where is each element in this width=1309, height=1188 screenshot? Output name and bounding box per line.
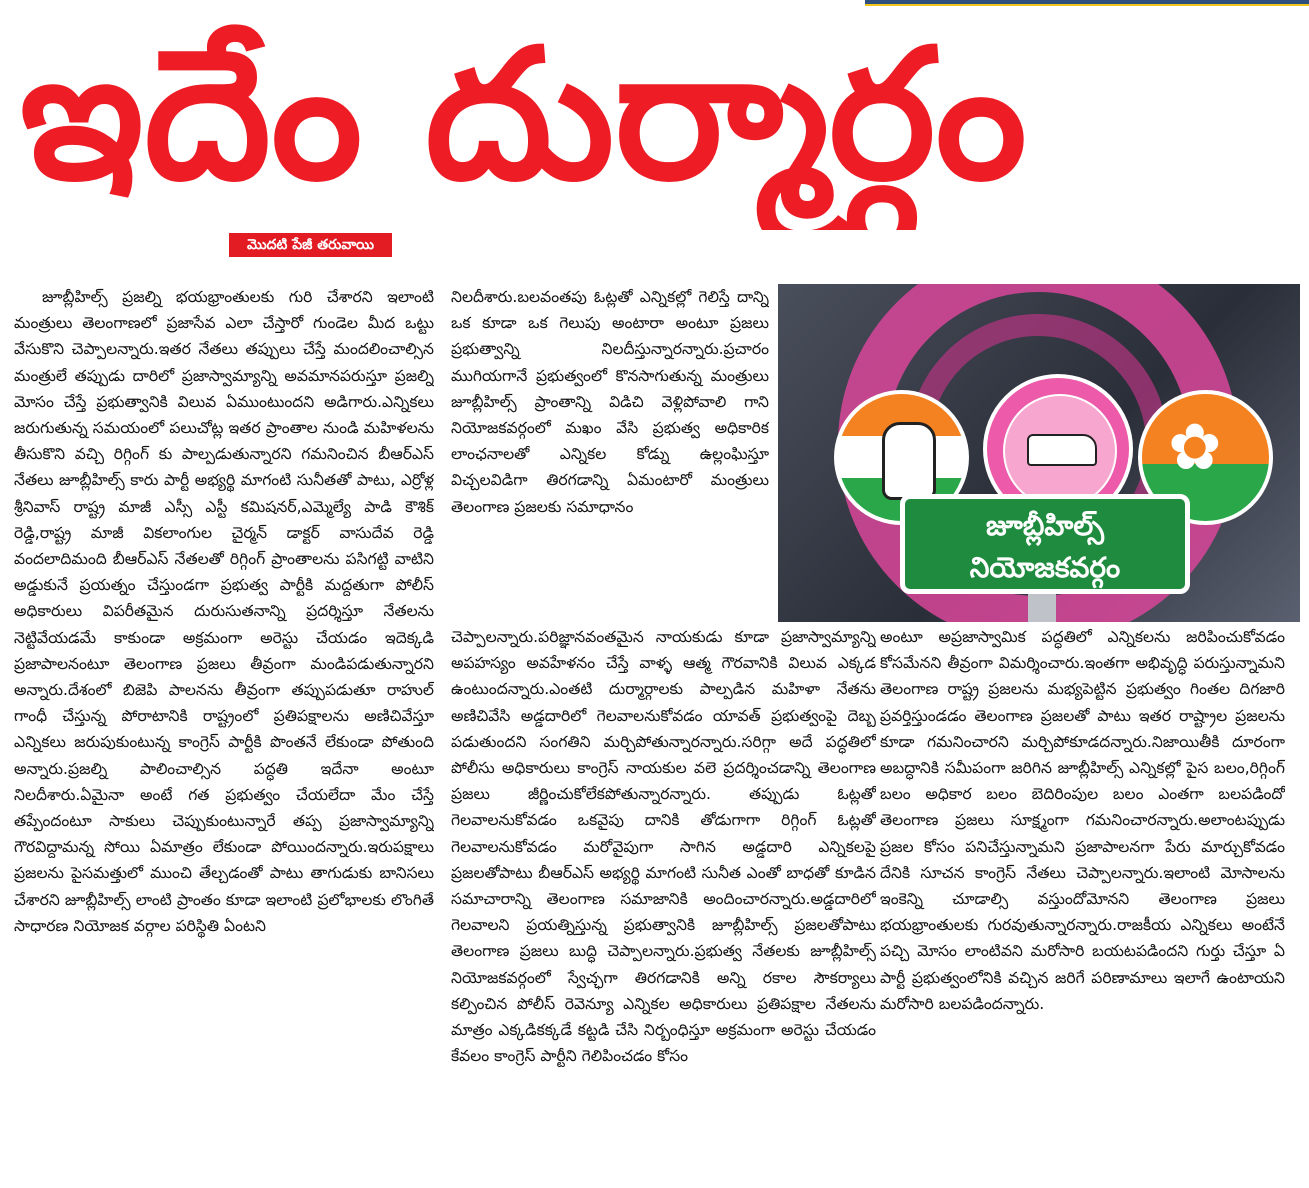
hand-icon [882, 422, 936, 500]
headline: ఇదేం దుర్మార్గం [20, 11, 1027, 220]
sign-pole [1028, 594, 1056, 622]
top-color-rule [865, 0, 1309, 4]
sign-line-1: జూబ్లీహిల్స్ [986, 509, 1104, 542]
article-column-2-top [451, 284, 769, 620]
constituency-sign [900, 494, 1190, 594]
sign-line-2: నియోజకవర్గం [969, 551, 1121, 584]
lotus-icon: ✿ [1168, 411, 1222, 485]
election-photo [778, 284, 1300, 622]
article-paragraph-3: చెప్పాలన్నారు.పరిజ్ఞానవంతమైన నాయకుడు కూడా ప్రజాస్వామ్యాన్ని అపహస్యం అవహేళనం చేస్తే వాళ్ళ ఆత్మ గౌరవానికి విలువ ఎక్కడ ఉంటుందన్నారు.ఎంతటి దుర్మార్గాలకు పాల్పడిన మహిళా నేతను అణిచివేసి అడ్డదారిలో గెలవాలనుకోవడం యావత్ ప్రభుత్వంపై దెబ్బ పడుతుందని సంగతిని మర్చిపోతున్నారన్నారు.సరిగ్గా అదే పద్ధతిలో పోలీసు అధికారులు కాంగ్రెస్ నాయకుల వలె ప్రదర్శించడాన్ని తెలంగాణ ప్రజలు జీర్ణించుకోలేకపోతున్నారన్నారు. తప్పుడు ఓట్లతో గెలవాలనుకోవడం ఒకవైపు దానికి తోడుగాగా రిగ్గింగ్ ఓట్లతో గెలవాలనుకోవడం మరోవైపుగా సాగిన అడ్డదారి ఎన్నికలపై ప్రజలతోపాటు బీఆర్ఎస్ అభ్యర్థి మాగంటి సునీత ఎంతో బాధతో కూడిన సమాచారాన్ని తెలంగాణ సమాజానికి అందించారన్నారు.అడ్డదారిలో గెలవాలని ప్రయత్నిస్తున్న ప్రభుత్వానికి జూబ్లీహిల్స్ ప్రజలతోపాటు తెలంగాణ ప్రజలు బుద్ధి చెప్పాలన్నారు.ప్రభుత్వ నేతలకు జూబ్లీహిల్స్ నియోజకవర్గంలో స్వేచ్ఛగా తిరగడానికి అన్ని రకాల సౌకర్యాలు కల్పించిన పోలీస్ రెవెన్యూ ఎన్నికల అధికారులు ప్రతిపక్షాల నేతలను మాత్రం ఎక్కడికక్కడే కట్టడి చేసి నిర్బంధిస్తూ అక్రమంగా అరెస్టు చేయడం కేవలం కాంగ్రెస్ పార్టీని గెలిపించడం కోసం [451, 628, 876, 1066]
article-paragraph-1: జూబ్లీహిల్స్ ప్రజల్ని భయభ్రాంతులకు గురి చేశారని ఇలాంటి మంత్రులు తెలంగాణలో ప్రజాసేవ ఎలా చేస్తారో గుండెల మీద ఒట్టు వేసుకొని చెప్పాలన్నారు.ఇతర నేతలు తప్పులు చేస్తే మందలించాల్సిన మంత్రులే తప్పుడు దారిలో ప్రజాస్వామ్యాన్ని అవమానపరుస్తూ ప్రజల్ని మోసం చేస్తే ప్రభుత్వానికి విలువ ఏముంటుందని అడిగారు.ఎన్నికలు జరుగుతున్న సమయంలో పలుచోట్ల ఇతర ప్రాంతాల నుండి మహిళలను తీసుకొని వచ్చి రిగ్గింగ్ కు పాల్పడుతున్నారని గమనించిన బీఆర్ఎస్ నేతలు జూబ్లీహిల్స్ కారు పార్టీ అభ్యర్థి మాగంటి సునీతతో పాటు, ఎర్రోళ్ల శ్రీనివాస్ రాష్ట్ర మాజీ ఎస్సీ ఎస్టీ కమిషనర్,ఎమ్మెల్యే పాడి కౌశిక్ రెడ్డి,రాష్ట్ర మాజీ వికలాంగుల చైర్మన్ డాక్టర్ వాసుదేవ రెడ్డి వందలాదిమంది బీఆర్ఎస్ నేతలతో రిగ్గింగ్ ప్రాంతాలను పసిగట్టి వాటిని అడ్డుకునే ప్రయత్నం చేస్తుండగా ప్రభుత్వ పార్టీకి మద్దతుగా పోలీస్ అధికారులు విపరీతమైన దురుసుతనాన్ని ప్రదర్శిస్తూ నేతలను నెట్టివేయడమే కాకుండా అక్రమంగా అరెస్టు చేయడం ఇదెక్కడి ప్రజాపాలనంటూ తెలంగాణ ప్రజలు తీవ్రంగా మండిపడుతున్నారని అన్నారు.దేశంలో బిజెపి పాలనను తీవ్రంగా తప్పుపడుతూ రాహుల్ గాంధీ చేస్తున్న పోరాటానికి రాష్ట్రంలో ప్రతిపక్షాలను అణిచివేస్తూ ఎన్నికలు జరుపుకుంటున్న కాంగ్రెస్ పార్టీకి పొంతనే లేకుండా పోతుంది అన్నారు.ప్రజల్ని పాలించాల్సిన పద్ధతి ఇదేనా అంటూ నిలదీశారు.ఏమైనా అంటే గత ప్రభుత్వం చేయలేదా మేం చేస్తే తప్పేందంటూ సాకులు చెప్పుకుంటున్నారే తప్ప ప్రజాస్వామ్యాన్ని గౌరవిద్దామన్న సోయి ఏమాత్రం లేకుండా పోయిందన్నారు.ఇరుపక్షాలు ప్రజలను పైసమత్తులో ముంచి తేల్చడంతో పాటు తాగుడుకు బానిసలు చేశారని జూబ్లీహిల్స్ లాంటి ప్రాంతం కూడా ఇలాంటి ప్రలోభాలకు లొంగితే సాధారణ నియోజక వర్గాల పరిస్థితి ఏంటని [14, 288, 434, 935]
article-paragraph-2: నిలదీశారు.బలవంతపు ఓట్లతో ఎన్నికల్లో గెలిస్తే దాన్ని ఒక కూడా ఒక గెలుపు అంటారా అంటూ ప్రజలు ప్రభుత్వాన్ని నిలదీస్తున్నారన్నారు.ప్రచారం ముగియగానే ప్రభుత్వంలో కొనసాగుతున్న మంత్రులు జూబ్లీహిల్స్ ప్రాంతాన్ని విడిచి వెళ్లిపోవాలి గాని నియోజకవర్గంలో మఖం వేసి ప్రభుత్వ అధికారిక లాంఛనాలతో ఎన్నికల కోడ్ను ఉల్లంఘిస్తూ విచ్చలవిడిగా తిరగడాన్ని ఏమంటారో మంత్రులు తెలంగాణ ప్రజలకు సమాధానం [451, 288, 769, 516]
article-column-3 [880, 624, 1285, 1184]
article-paragraph-4: అంటూ అప్రజాస్వామిక పద్ధతిలో ఎన్నికలను జరిపించుకోవడం కోసమేనని తీవ్రంగా విమర్శించారు.ఇంతగా అభివృద్ధి పరుస్తున్నామని తెలంగాణ రాష్ట్ర ప్రజలను మభ్యపెట్టిన ప్రభుత్వం గింతల దిగజారి ప్రవర్తిస్తుండడం తెలంగాణ ప్రజలతో పాటు ఇతర రాష్ట్రాల ప్రజలను కూడా గమనించారని మర్చిపోకూడదన్నారు.నిజాయితీకి దూరంగా అబద్ధానికి సమీపంగా జరిగిన జూబ్లీహిల్స్ ఎన్నికల్లో పైస బలం,రిగ్గింగ్ బలం అధికార బలం బెదిరింపుల బలం ఎంతగా బలపడిందో తెలంగాణ ప్రజలు సూక్ష్మంగా గమనించారన్నారు.అలాంటప్పుడు ప్రజల కోసం పనిచేస్తున్నామని ప్రజాపాలనగా పేరు మార్చుకోవడం దేనికి సూచన కాంగ్రెస్ నేతలు చెప్పాలన్నారు.ఇలాంటి మోసాలను ఇంకెన్ని చూడాల్సి వస్తుందోమోనని తెలంగాణ ప్రజలు భయభ్రాంతులకు గురవుతున్నారన్నారు.రాజకీయ ఎన్నికలు అంటేనే పచ్చి మోసం లాంటివని మరోసారి బయటపడిందని గుర్తు చేస్తూ ఏ పార్టీ ప్రభుత్వంలోనికి వచ్చిన జరిగే పరిణామాలు ఇలాగే ఉంటాయని మరోసారి బలపడిందన్నారు. [880, 628, 1285, 1013]
article-column-1 [14, 284, 434, 1184]
car-icon [1027, 434, 1097, 466]
continued-from-front-page-tag: మొదటి పేజీ తరువాయి [229, 233, 392, 257]
article-column-2-bottom [451, 624, 876, 1184]
